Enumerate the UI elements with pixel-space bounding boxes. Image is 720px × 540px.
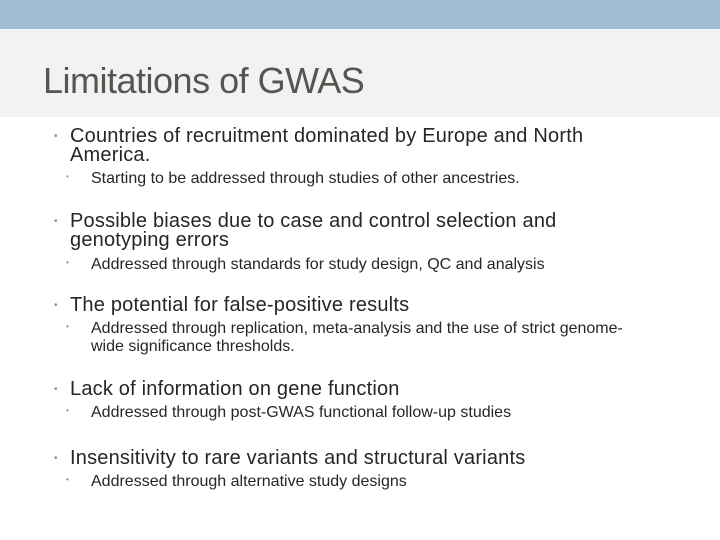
bullet-2: Possible biases due to case and control selection and genotyping errors [70, 210, 557, 251]
sub-bullet-dot: • [66, 172, 69, 181]
bullet-dot: • [54, 216, 58, 227]
bullet-3: The potential for false-positive results [70, 294, 410, 316]
bullet-4: Lack of information on gene function [70, 378, 400, 400]
slide-title: Limitations of GWAS [43, 60, 365, 101]
sub-bullet-dot: • [66, 406, 69, 415]
bullet-dot: • [54, 384, 58, 395]
bullet-1: Countries of recruitment dominated by Europe and North America. [70, 125, 584, 166]
bullet-dot: • [54, 453, 58, 464]
sub-bullet-dot: • [66, 475, 69, 484]
sub-bullet-dot: • [66, 258, 69, 267]
sub-bullet-3: Addressed through replication, meta-analysis and the use of strict genome-wide significance thresholds. [91, 320, 623, 355]
sub-bullet-1: Starting to be addressed through studies of other ancestries. [91, 170, 520, 187]
bullet-dot: • [54, 300, 58, 311]
sub-bullet-4: Addressed through post-GWAS functional follow-up studies [91, 404, 512, 421]
sub-bullet-dot: • [66, 322, 69, 331]
bullet-5: Insensitivity to rare variants and structural variants [70, 447, 526, 469]
sub-bullet-2: Addressed through standards for study design, QC and analysis [91, 256, 545, 273]
bullet-dot: • [54, 131, 58, 142]
sub-bullet-5: Addressed through alternative study designs [91, 473, 407, 490]
